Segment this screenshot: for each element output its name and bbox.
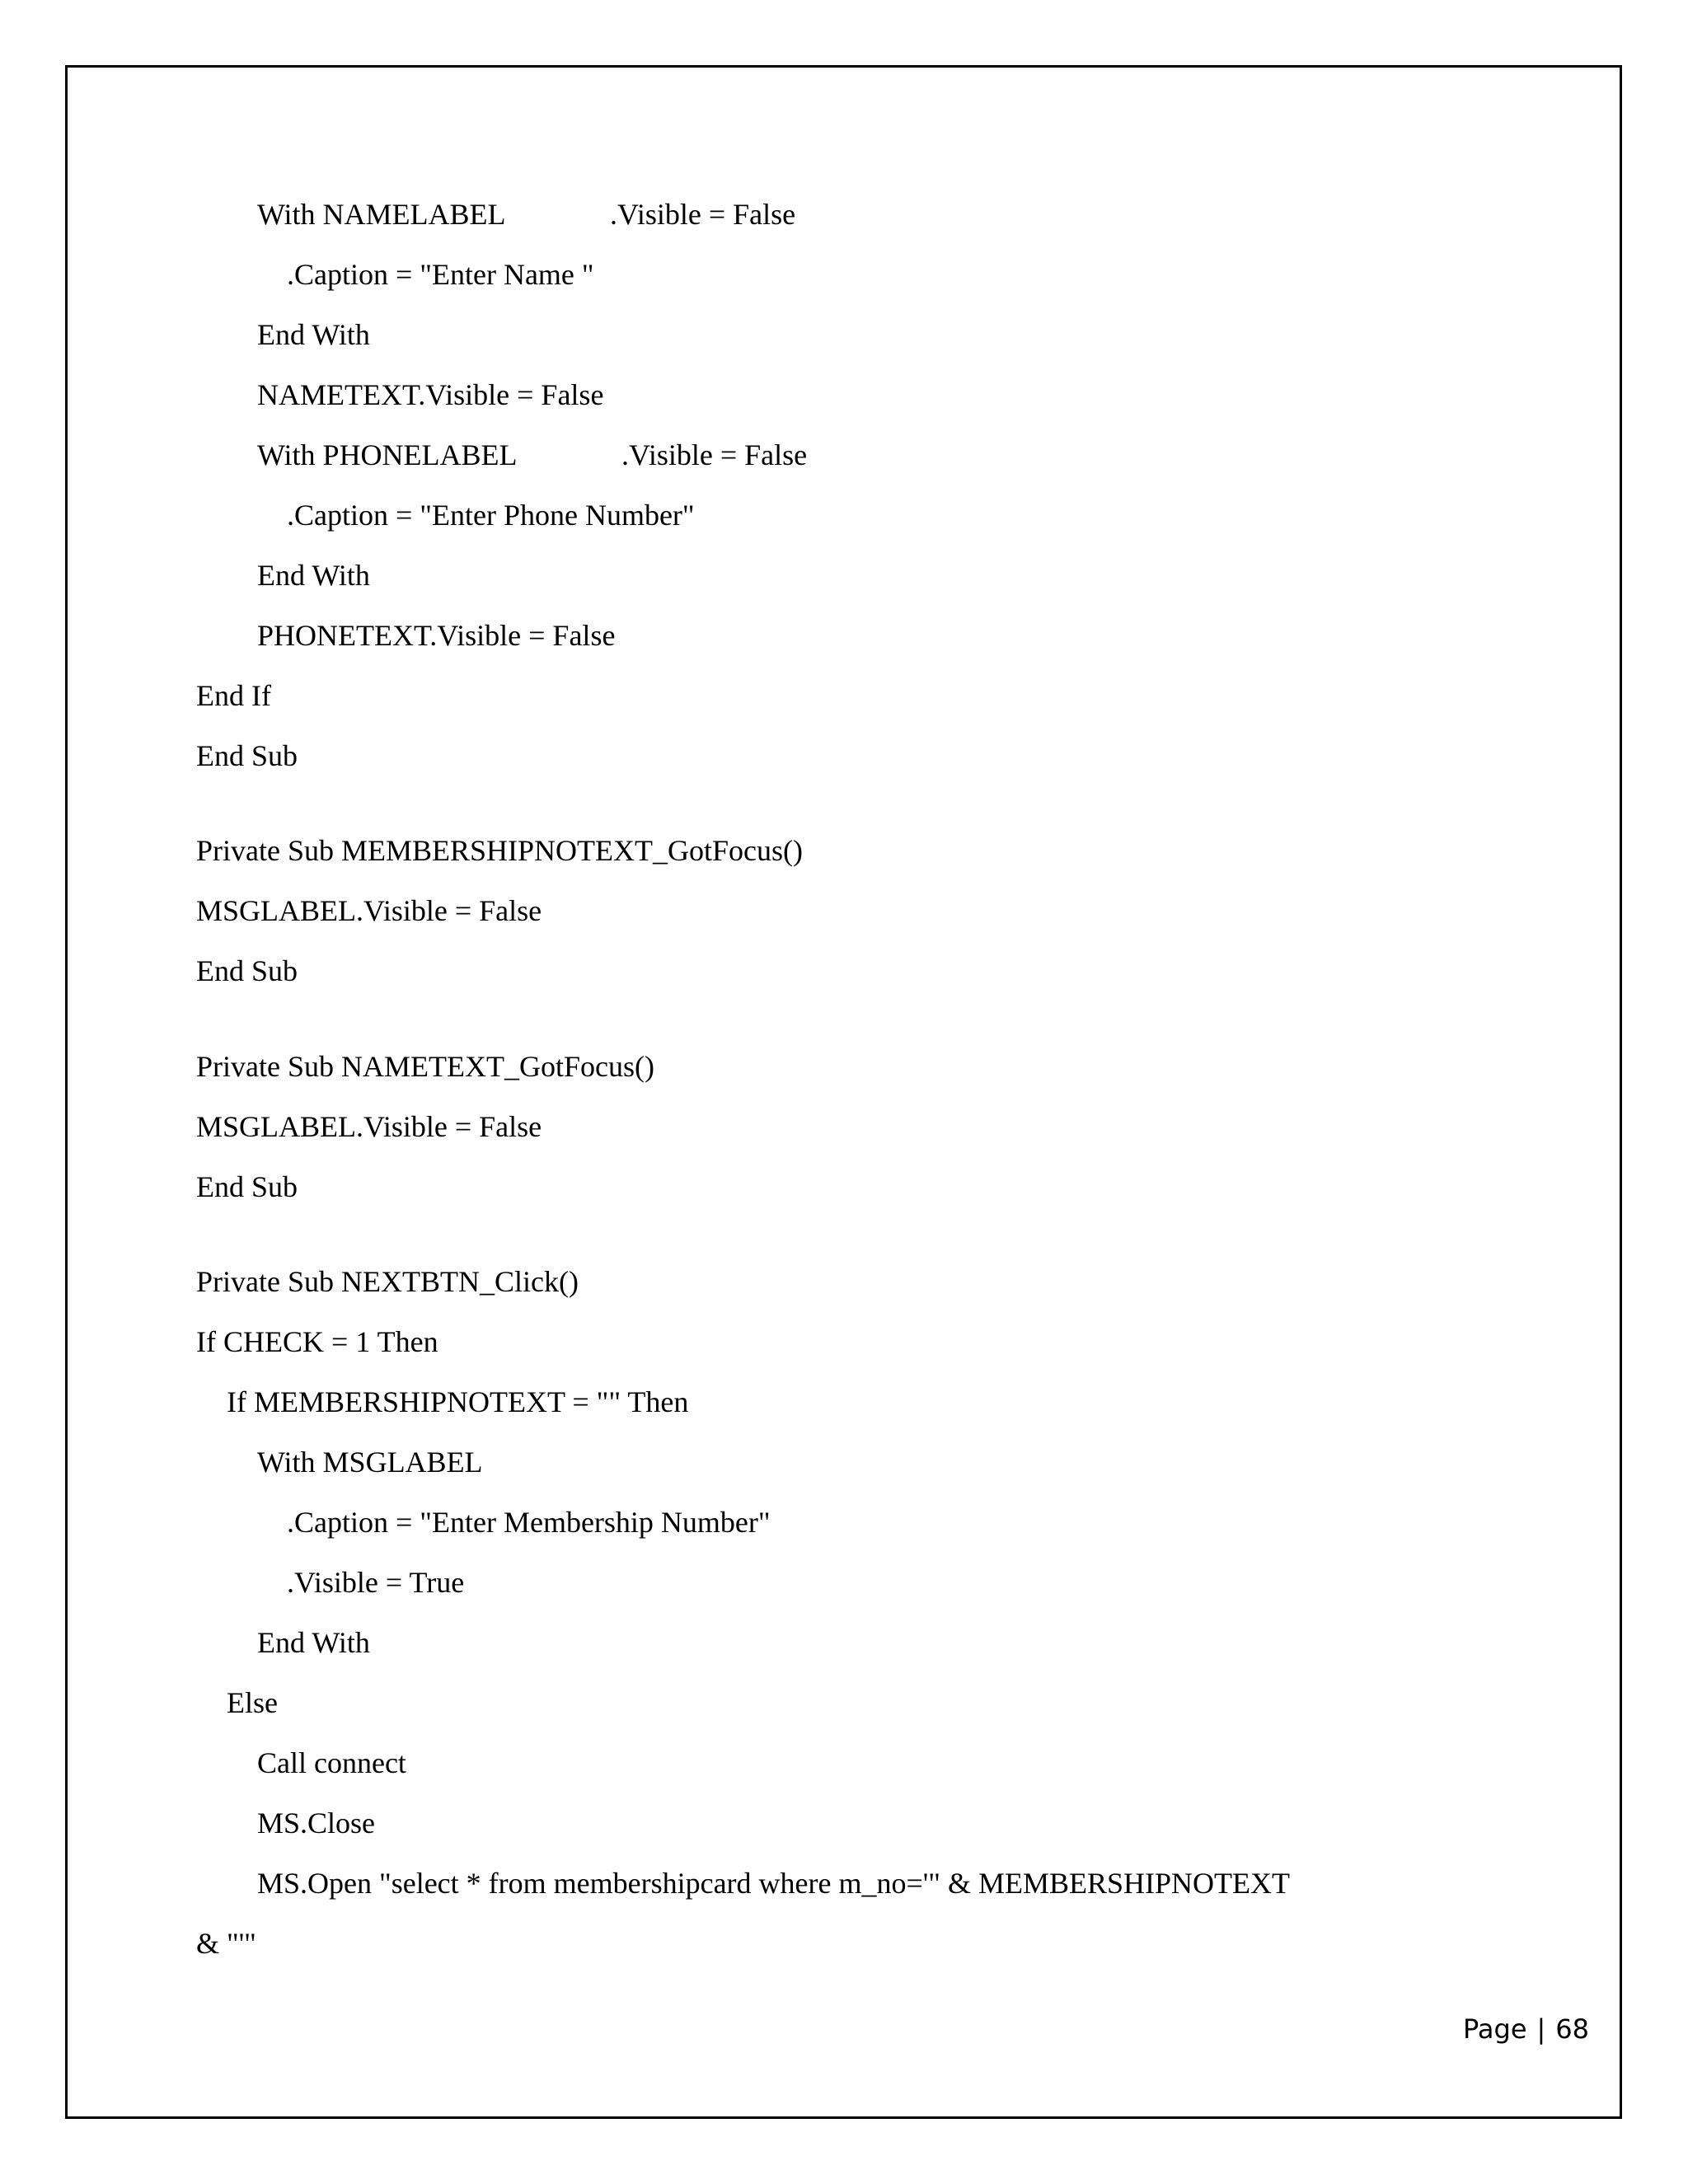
code-line: Else [227,1686,278,1719]
code-line: .Visible = True [287,1566,465,1599]
page-number: 68 [1555,2013,1589,2045]
code-line: .Visible = False [610,198,796,231]
code-line: If MEMBERSHIPNOTEXT = "" Then [227,1385,689,1418]
code-line: PHONETEXT.Visible = False [257,619,616,652]
code-line: .Caption = "Enter Name " [287,258,594,291]
code-line: End With [257,1626,370,1659]
code-line: With PHONELABEL [257,438,518,471]
code-line: Call connect [257,1746,406,1779]
code-line: .Caption = "Enter Membership Number" [287,1506,771,1539]
code-line: With MSGLABEL [257,1446,483,1479]
page-footer [1463,2011,1589,2047]
code-line: MS.Open "select * from membershipcard where m_no='" & MEMBERSHIPNOTEXT [257,1867,1290,1900]
page-separator: | [1536,2013,1546,2045]
code-line: With NAMELABEL [257,198,506,231]
code-line: Private Sub NEXTBTN_Click() [196,1265,579,1298]
code-line: MSGLABEL.Visible = False [196,1110,542,1143]
code-line: End Sub [196,739,298,772]
code-line: End If [196,679,271,712]
code-line: End With [257,318,370,351]
code-line: NAMETEXT.Visible = False [257,378,604,411]
code-line: MSGLABEL.Visible = False [196,894,542,927]
code-line: Private Sub NAMETEXT_GotFocus() [196,1050,654,1083]
code-line: If CHECK = 1 Then [196,1325,438,1358]
code-line: & "'" [196,1927,256,1960]
code-line: End Sub [196,1170,298,1203]
code-line: End Sub [196,954,298,987]
code-line: .Visible = False [621,438,808,471]
code-line: MS.Close [257,1807,376,1840]
code-line: .Caption = "Enter Phone Number" [287,499,695,532]
code-line: Private Sub MEMBERSHIPNOTEXT_GotFocus() [196,834,803,867]
page-label: Page [1463,2013,1527,2045]
code-line: End With [257,559,370,592]
